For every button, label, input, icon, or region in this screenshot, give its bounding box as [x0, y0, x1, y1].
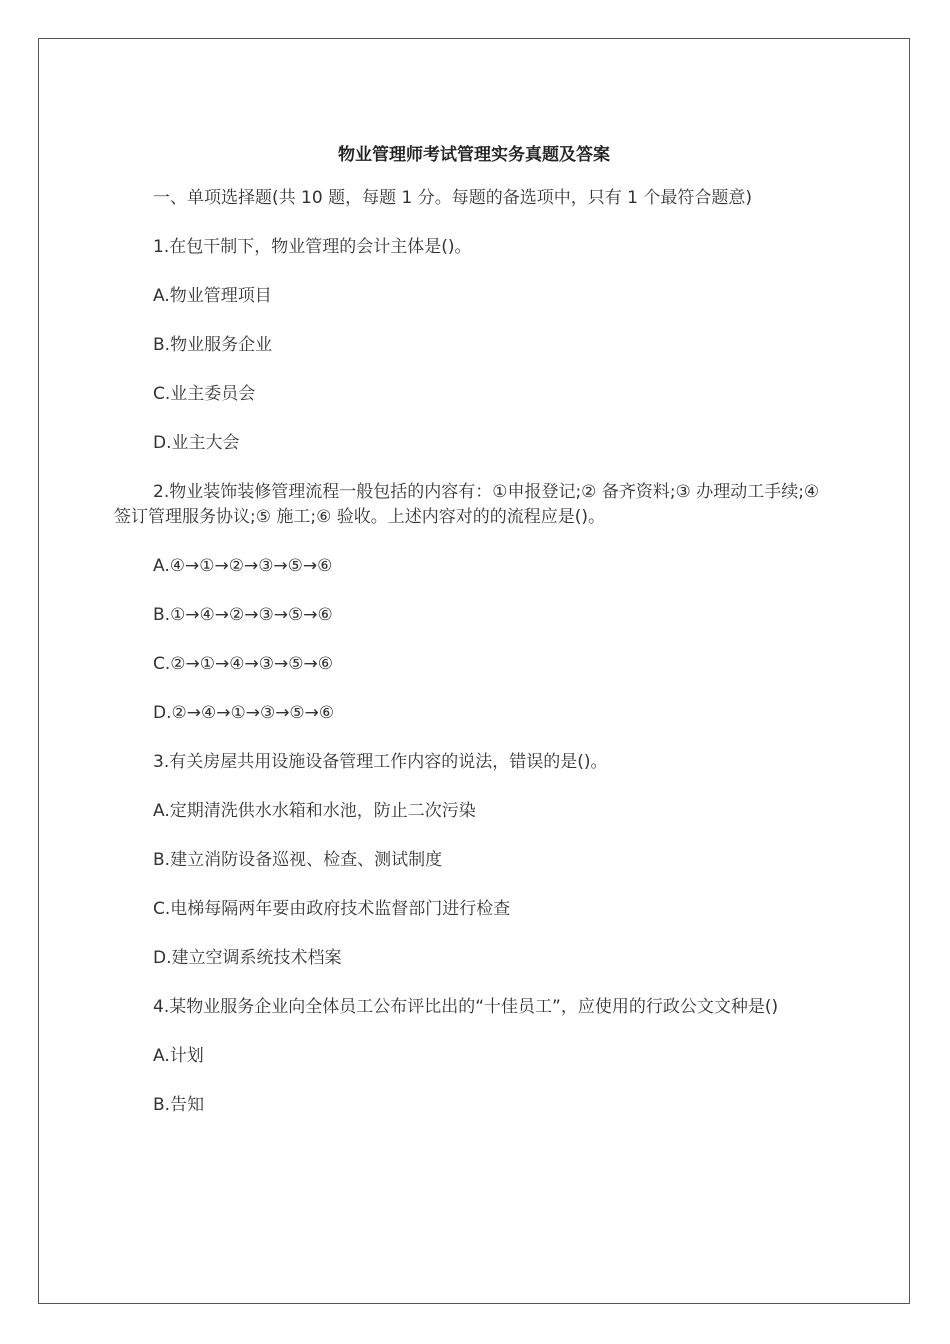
document-title: 物业管理师考试管理实务真题及答案	[338, 145, 610, 165]
question-2-option-b: B.①→④→②→③→⑤→⑥	[153, 605, 333, 625]
question-1-option-c: C.业主委员会	[153, 384, 256, 404]
question-2-stem: 2.物业装饰装修管理流程一般包括的内容有：①申报登记;② 备齐资料;③ 办理动工手续;④ 签订管理服务协议;⑤ 施工;⑥ 验收。上述内容对的的流程应是()。	[114, 482, 820, 527]
question-3-option-b: B.建立消防设备巡视、检查、测试制度	[153, 850, 443, 870]
question-1-option-b: B.物业服务企业	[153, 335, 273, 355]
question-3-stem: 3.有关房屋共用设施设备管理工作内容的说法，错误的是()。	[153, 752, 608, 772]
question-2-option-d: D.②→④→①→③→⑤→⑥	[153, 703, 335, 723]
question-4-stem: 4.某物业服务企业向全体员工公布评比出的“十佳员工”，应使用的行政公文文种是()	[153, 997, 779, 1017]
question-3-option-c: C.电梯每隔两年要由政府技术监督部门进行检查	[153, 899, 511, 919]
question-4-option-a: A.计划	[153, 1046, 204, 1066]
question-1-option-d: D.业主大会	[153, 433, 240, 453]
question-2-option-a: A.④→①→②→③→⑤→⑥	[153, 556, 333, 576]
question-1-stem: 1.在包干制下，物业管理的会计主体是()。	[153, 237, 472, 257]
section-intro: 一、单项选择题(共 10 题，每题 1 分。每题的备选项中，只有 1 个最符合题意)	[153, 188, 752, 208]
document-body	[114, 141, 834, 1142]
question-4-option-b: B.告知	[153, 1095, 205, 1115]
question-1-option-a: A.物业管理项目	[153, 286, 272, 306]
question-3-option-a: A.定期清洗供水水箱和水池，防止二次污染	[153, 801, 476, 821]
question-2-option-c: C.②→①→④→③→⑤→⑥	[153, 654, 333, 674]
question-3-option-d: D.建立空调系统技术档案	[153, 948, 342, 968]
